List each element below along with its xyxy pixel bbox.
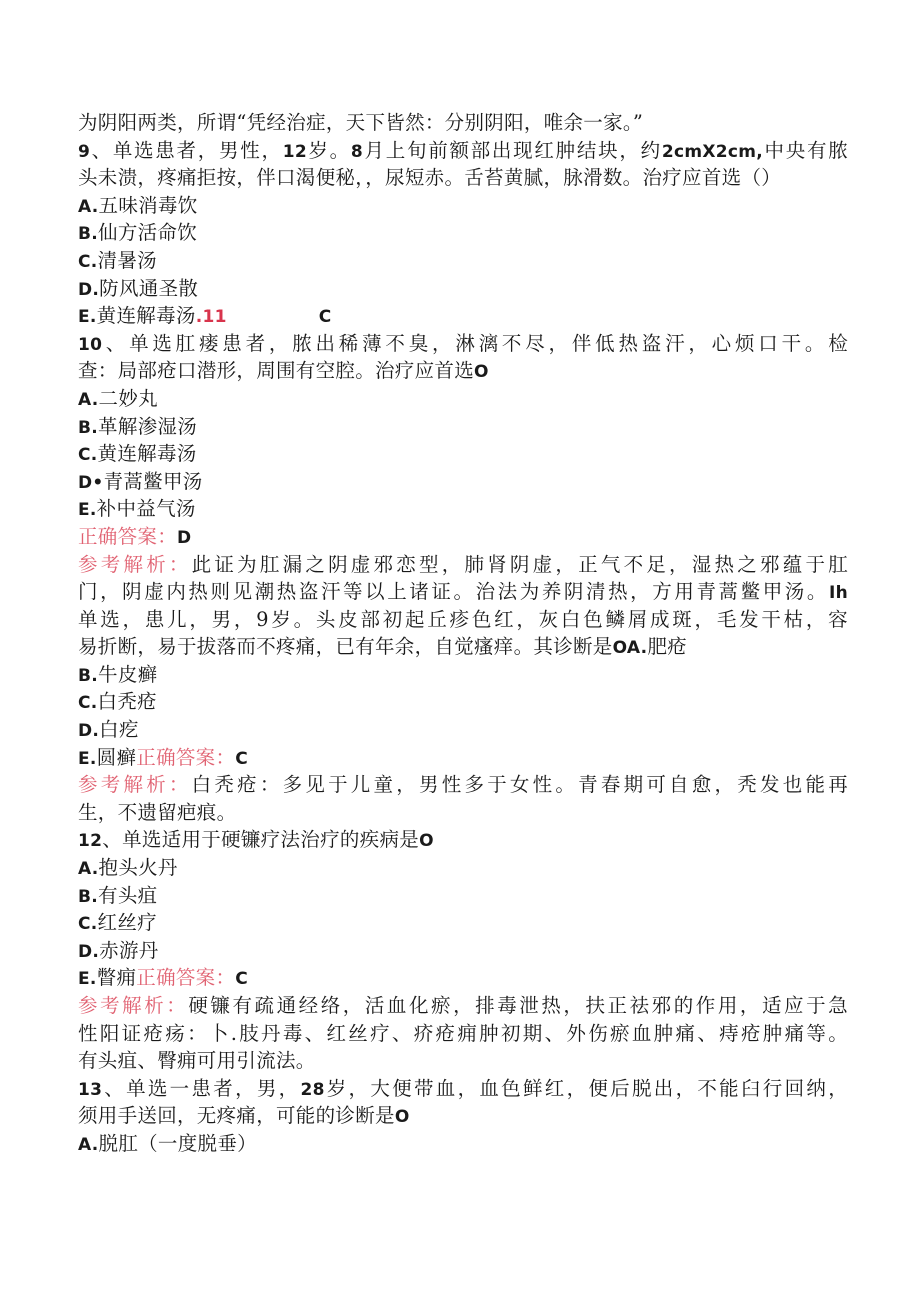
q12-analysis-line-3: 有头疽、臀痈可用引流法。 — [78, 1049, 316, 1073]
q10-analysis-line-2: 门，阴虚内热则见潮热盗汗等以上诸证。治法为养阴清热，方用青蒿鳖甲汤。Ih — [78, 580, 848, 604]
q11-stem-line-2: 易折断，易于拔落而不疼痛，已有年余，自觉瘙痒。其诊断是OA.肥疮 — [78, 635, 688, 659]
q11-analysis-line-1: 参考解析：白秃疮：多见于儿童，男性多于女性。青春期可自愈，秃发也能再 — [78, 773, 848, 797]
q9-option-e: E.黄连解毒汤.11 C — [78, 304, 332, 328]
q12-option-b: B.有头疽 — [78, 883, 158, 907]
q9-answer: C — [318, 307, 332, 328]
q11-option-e: E.圆癣正确答案：C — [78, 745, 249, 769]
q13-option-a: A.脱肛（一度脱垂） — [78, 1131, 257, 1155]
q10-option-d: D•青蒿鳖甲汤 — [78, 469, 203, 493]
q12-analysis-line-1: 参考解析：硬镰有疏通经络，活血化瘀，排毒泄热，扶正祛邪的作用，适应于急 — [78, 994, 848, 1017]
q10-option-e: E.补中益气汤 — [78, 497, 196, 521]
q12-stem-line-1: 12、单选适用于硬镰疗法治疗的疾病是O — [78, 828, 434, 852]
q10-answer: 正确答案：D — [78, 524, 192, 548]
q12-option-d: D.赤游丹 — [78, 938, 159, 962]
q9-stem-line-2: 头未溃，疼痛拒按，伴口渴便秘，，尿短赤。舌苔黄腻，脉滑数。治疗应首选（） — [78, 166, 782, 190]
q9-option-d: D.防风通圣散 — [78, 276, 199, 300]
q11-number-marker: .11 — [195, 307, 227, 328]
q10-option-b: B.革解渗湿汤 — [78, 414, 198, 438]
q13-stem-line-2: 须用手送回，无疼痛，可能的诊断是O — [78, 1104, 410, 1128]
q11-option-b: B.牛皮癣 — [78, 662, 158, 686]
q12-option-e: E.瞥痈正确答案：C — [78, 966, 249, 990]
q12-answer: C — [235, 969, 249, 990]
q10-stem-line-2: 查：局部疮口潜形，周围有空腔。治疗应首选O — [78, 359, 489, 383]
q11-answer: C — [235, 748, 249, 769]
q12-option-a: A.抱头火丹 — [78, 856, 178, 880]
intro-line: 为阴阳两类，所谓“凭经治症，天下皆然：分别阴阳，唯余一家。” — [78, 111, 644, 134]
q11-option-d: D.白疙 — [78, 718, 139, 742]
document-body — [78, 109, 848, 1158]
q12-analysis-line-2: 性阳证疮疡：卜.肢丹毒、红丝疗、疥疮痈肿初期、外伤瘀血肿痛、痔疮肿痛等。 — [78, 1021, 848, 1045]
q11-stem-line-1: 单选，患儿，男，9岁。头皮部初起丘疹色红，灰白色鳞屑成斑，毛发干枯，容 — [78, 607, 848, 631]
q9-stem-line-1: 9、单选患者，男性，12岁。8月上旬前额部出现红肿结块，约2cmX2cm,中央有脓 — [78, 138, 849, 162]
q10-stem-line-1: 10、单选肛瘘患者，脓出稀薄不臭，淋漓不尽，伴低热盗汗，心烦口干。检 — [78, 331, 848, 355]
q10-option-c: C.黄连解毒汤 — [78, 442, 197, 466]
q10-analysis-line-1: 参考解析：此证为肛漏之阴虚邪恋型，肺肾阴虚，正气不足，湿热之邪蕴于肛 — [78, 552, 848, 576]
q9-option-c: C.清暑汤 — [78, 248, 157, 272]
q12-option-c: C.红丝疗 — [78, 911, 157, 935]
q9-option-a: A.五味消毒饮 — [78, 193, 198, 217]
q13-stem-line-1: 13、单选一患者，男，28岁，大便带血，血色鲜红，便后脱出，不能臼行回纳， — [78, 1076, 848, 1100]
q11-analysis-line-2: 生，不遗留疤痕。 — [78, 800, 237, 824]
q10-option-a: A.二妙丸 — [78, 386, 158, 410]
q11-option-c: C.白秃疮 — [78, 690, 157, 714]
q9-option-b: B.仙方活命饮 — [78, 221, 198, 245]
